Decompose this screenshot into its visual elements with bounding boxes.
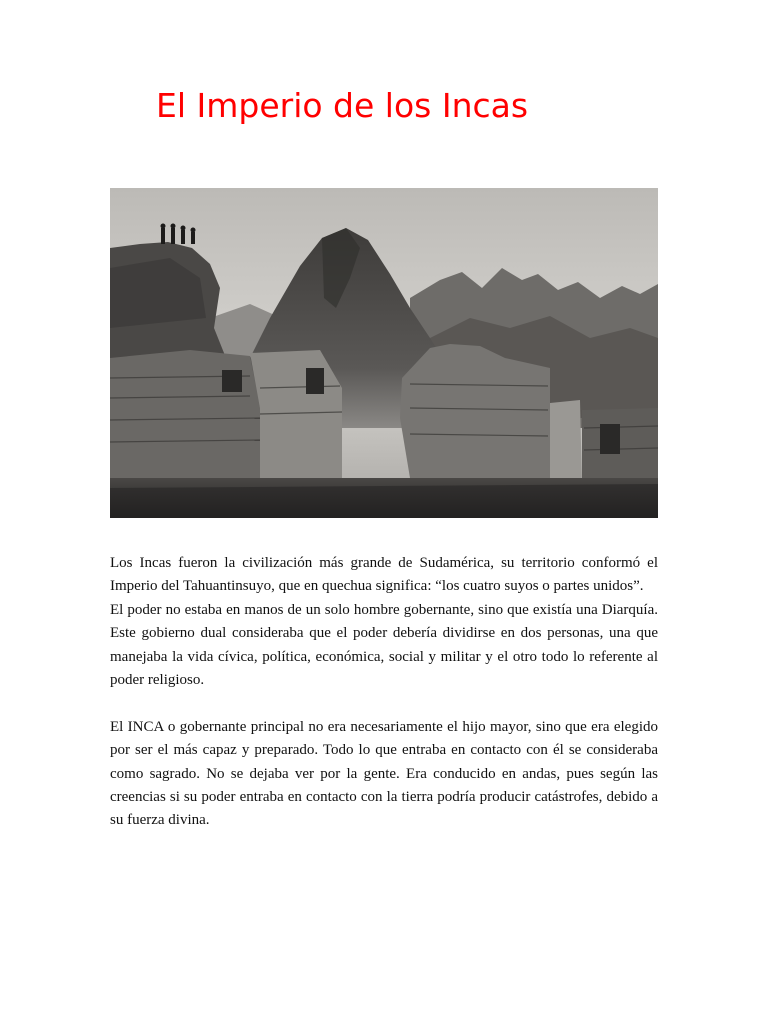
machu-picchu-photo bbox=[110, 188, 658, 518]
article-body bbox=[110, 552, 658, 833]
paragraph: Los Incas fueron la civilización más grande de Sudamérica, su territorio conformó el Imperio del Tahuantinsuyo, que en quechua significa: “los cuatro suyos o partes unidos”. bbox=[110, 555, 658, 595]
paragraph: El INCA o gobernante principal no era necesariamente el hijo mayor, sino que era elegido por ser el más capaz y preparado. Todo lo que entraba en contacto con él se consideraba como sagrado. No se dejaba ver por la gente. Era conducido en andas, pues según las creencias si su poder entraba en contacto con la tierra podría producir catástrofes, debido a su fuerza divina. bbox=[110, 718, 658, 829]
page-title: El Imperio de los Incas bbox=[156, 86, 529, 125]
paragraph: El poder no estaba en manos de un solo hombre gobernante, sino que existía una Diarquía. Este gobierno dual consideraba que el poder debería dividirse en dos personas, una que manejaba la vida cívica, política, económica, social y militar y el otro todo lo referente al poder religioso. bbox=[110, 601, 658, 689]
